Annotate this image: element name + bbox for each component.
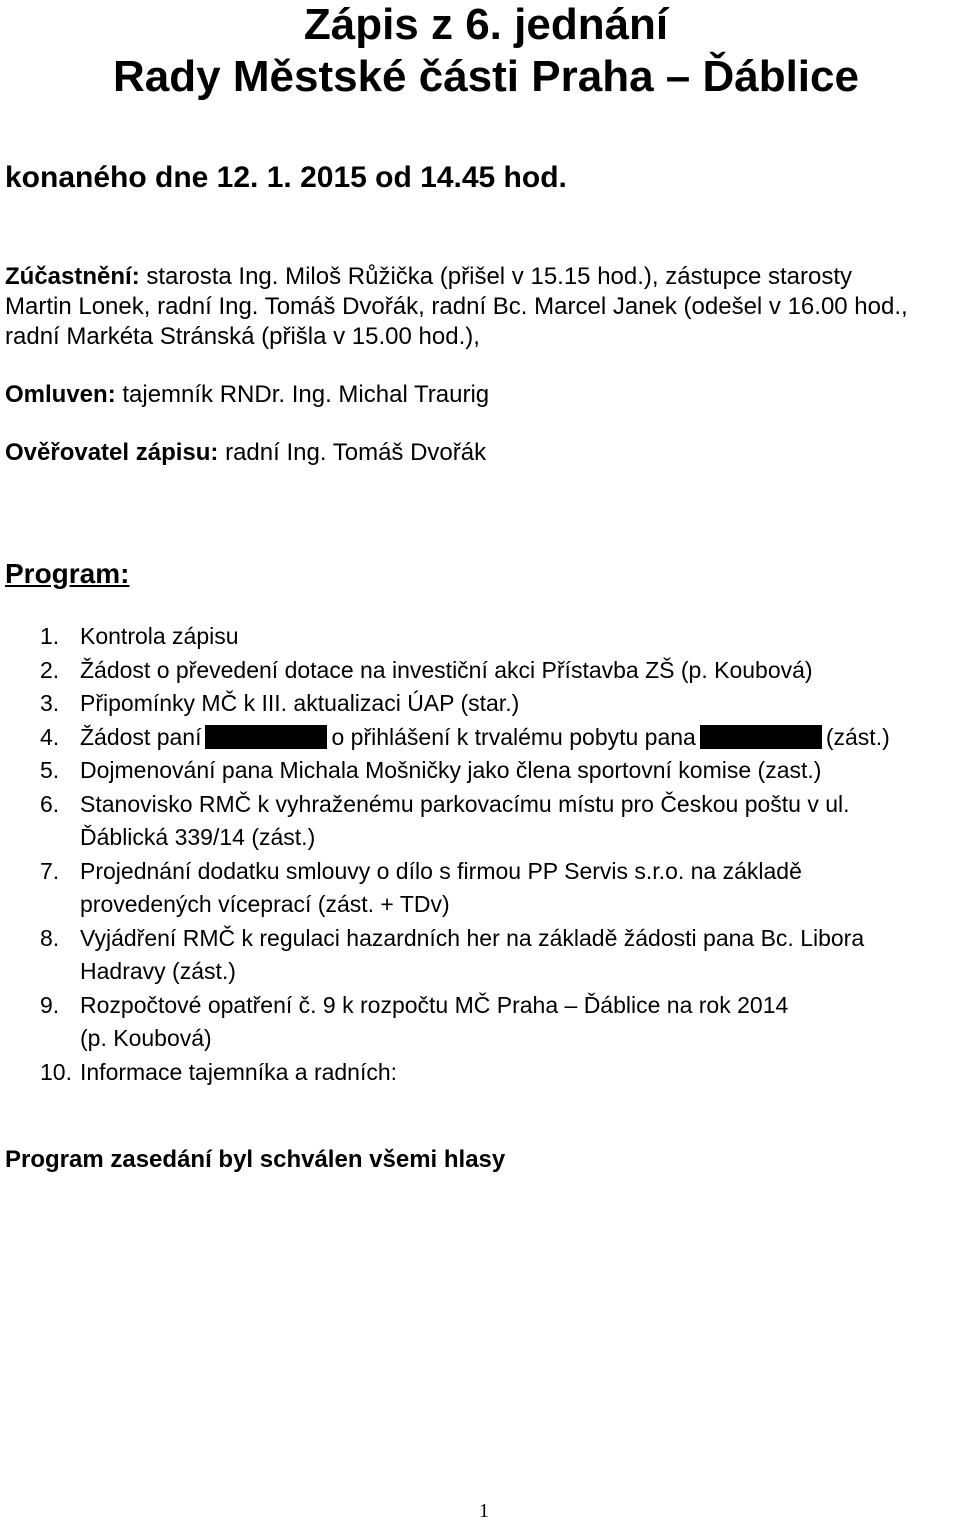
excused-label: Omluven: [5, 381, 116, 408]
title-line-2: Rady Městské části Praha – Ďáblice [113, 52, 859, 101]
redaction-box [205, 725, 327, 749]
approval-statement: Program zasedání byl schválen všemi hlasy [5, 1146, 506, 1173]
program-item [0, 1056, 960, 1090]
item-number: 9. [40, 991, 60, 1018]
program-heading: Program: [5, 558, 130, 589]
attendees-label: Zúčastnění: [5, 263, 140, 290]
item-number: 3. [40, 690, 60, 716]
item-number: 6. [40, 790, 60, 817]
item-number: 7. [40, 857, 60, 884]
item-number: 1. [40, 623, 60, 649]
program-item [0, 654, 960, 688]
excused-value: tajemník RNDr. Ing. Michal Traurig [115, 381, 490, 408]
redaction-box [700, 725, 822, 749]
item-text: Informace tajemníka a radních: [80, 1058, 398, 1085]
program-item [0, 922, 960, 989]
verifier-label: Ověřovatel zápisu: [5, 439, 219, 466]
item-text-line-1: Stanovisko RMČ k vyhraženému parkovacímu místu pro Českou poštu v ul. [80, 790, 850, 817]
title-line-1: Zápis z 6. jednání [303, 0, 669, 49]
item-text-line-2: (p. Koubová) [80, 1025, 212, 1051]
attendees-line-2: Martin Lonek, radní Ing. Tomáš Dvořák, radní Bc. Marcel Janek (odešel v 16.00 hod., [5, 293, 908, 320]
program-item [0, 855, 960, 922]
page-number: 1 [479, 1500, 489, 1522]
item-text-line-1: Projednání dodatku smlouvy o dílo s firmou PP Servis s.r.o. na základě [80, 857, 802, 884]
item-number: 4. [40, 723, 60, 750]
attendees-line-3: radní Markéta Stránská (přišla v 15.00 hod.), [5, 323, 480, 350]
attendees-text-1: starosta Ing. Miloš Růžička (přišel v 15.15 hod.), zástupce starosty [139, 263, 852, 290]
program-item [0, 754, 960, 788]
program-list [0, 620, 960, 1089]
item-number: 10. [40, 1058, 72, 1085]
attendees-block [5, 262, 955, 352]
program-item [0, 687, 960, 721]
attendees-line-1 [5, 262, 955, 292]
item-text-part-3: (zást.) [825, 723, 890, 750]
item-text: Kontrola zápisu [80, 623, 239, 649]
meeting-date: konaného dne 12. 1. 2015 od 14.45 hod. [5, 161, 567, 194]
item-number: 2. [40, 656, 60, 683]
verifier-line [5, 438, 486, 468]
item-text-part-2: o přihlášení k trvalému pobytu pana [331, 723, 696, 750]
excused-line [5, 380, 489, 410]
item-text-line-2: Hadravy (zást.) [80, 958, 236, 984]
item-text: Dojmenování pana Michala Mošničky jako člena sportovní komise (zast.) [80, 757, 822, 783]
program-item [0, 788, 960, 855]
item-number: 8. [40, 924, 60, 951]
program-item [0, 989, 960, 1056]
item-text-line-1: Vyjádření RMČ k regulaci hazardních her na základě žádosti pana Bc. Libora [80, 924, 865, 951]
item-text-line-2: Ďáblická 339/14 (zást.) [80, 824, 316, 850]
item-text-line-1: Rozpočtové opatření č. 9 k rozpočtu MČ Praha – Ďáblice na rok 2014 [80, 991, 789, 1018]
item-text: Připomínky MČ k III. aktualizaci ÚAP (star.) [80, 690, 520, 716]
item-text: Žádost o převedení dotace na investiční akci Přístavba ZŠ (p. Koubová) [80, 656, 813, 683]
item-text-line-2: provedených víceprací (zást. + TDv) [80, 891, 450, 917]
item-number: 5. [40, 757, 60, 783]
program-item [0, 620, 960, 654]
program-item [0, 721, 960, 755]
item-text-part-1: Žádost paní [80, 723, 202, 750]
verifier-value: radní Ing. Tomáš Dvořák [218, 439, 487, 466]
